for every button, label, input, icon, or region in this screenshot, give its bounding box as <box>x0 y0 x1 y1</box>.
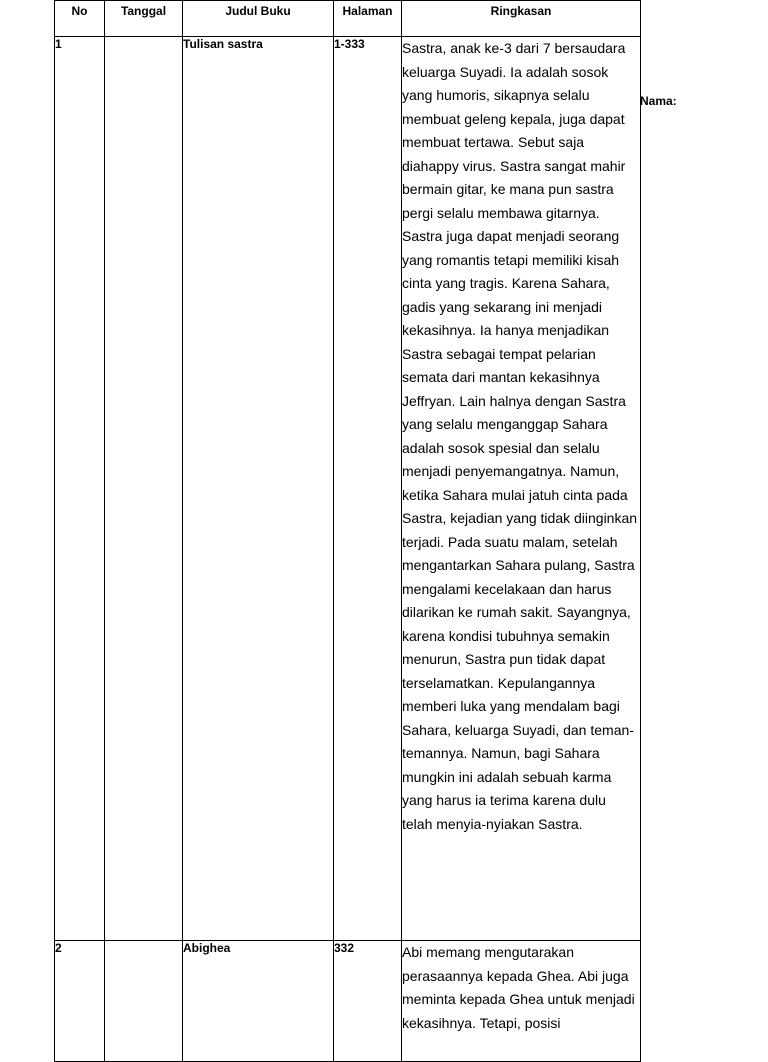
cell-halaman: 332 <box>334 941 402 1062</box>
table-row <box>55 941 641 1062</box>
cell-judul-buku: Tulisan sastra <box>183 37 334 941</box>
header-tanggal: Tanggal <box>105 1 183 37</box>
header-ringkasan: Ringkasan <box>402 1 641 37</box>
cell-tanggal <box>105 941 183 1062</box>
cell-no: 1 <box>55 37 105 941</box>
table-row <box>55 37 641 941</box>
reading-log-table <box>54 0 641 1062</box>
cell-halaman: 1-333 <box>334 37 402 941</box>
cell-judul-buku: Abighea <box>183 941 334 1062</box>
name-label: Nama: <box>640 94 677 108</box>
table-header <box>55 1 641 37</box>
header-no: No <box>55 1 105 37</box>
header-halaman: Halaman <box>334 1 402 37</box>
cell-ringkasan: Abi memang mengutarakan perasaannya kepada Ghea. Abi juga meminta kepada Ghea untuk menjadi kekasihnya. Tetapi, posisi <box>402 941 641 1062</box>
cell-ringkasan: Sastra, anak ke-3 dari 7 bersaudara keluarga Suyadi. Ia adalah sosok yang humoris, sikapnya selalu membuat geleng kepala, juga dapat membuat tertawa. Sebut saja diahappy virus. Sastra sangat mahir bermain gitar, ke mana pun sastra pergi selalu membawa gitarnya. Sastra juga dapat menjadi seorang yang romantis tetapi memiliki kisah cinta yang tragis. Karena Sahara, gadis yang sekarang ini menjadi kekasihnya. Ia hanya menjadikan Sastra sebagai tempat pelarian semata dari mantan kekasihnya Jeffryan. Lain halnya dengan Sastra yang selalu menganggap Sahara adalah sosok spesial dan selalu menjadi penyemangatnya. Namun, ketika Sahara mulai jatuh cinta pada Sastra, kejadian yang tidak diinginkan terjadi. Pada suatu malam, setelah mengantarkan Sahara pulang, Sastra mengalami kecelakaan dan harus dilarikan ke rumah sakit. Sayangnya, karena kondisi tubuhnya semakin menurun, Sastra pun tidak dapat terselamatkan. Kepulangannya memberi luka yang mendalam bagi Sahara, keluarga Suyadi, dan teman-temannya. Namun, bagi Sahara mungkin ini adalah sebuah karma yang harus ia terima karena dulu telah menyia-nyiakan Sastra. <box>402 37 641 941</box>
cell-no: 2 <box>55 941 105 1062</box>
header-judul-buku: Judul Buku <box>183 1 334 37</box>
cell-tanggal <box>105 37 183 941</box>
